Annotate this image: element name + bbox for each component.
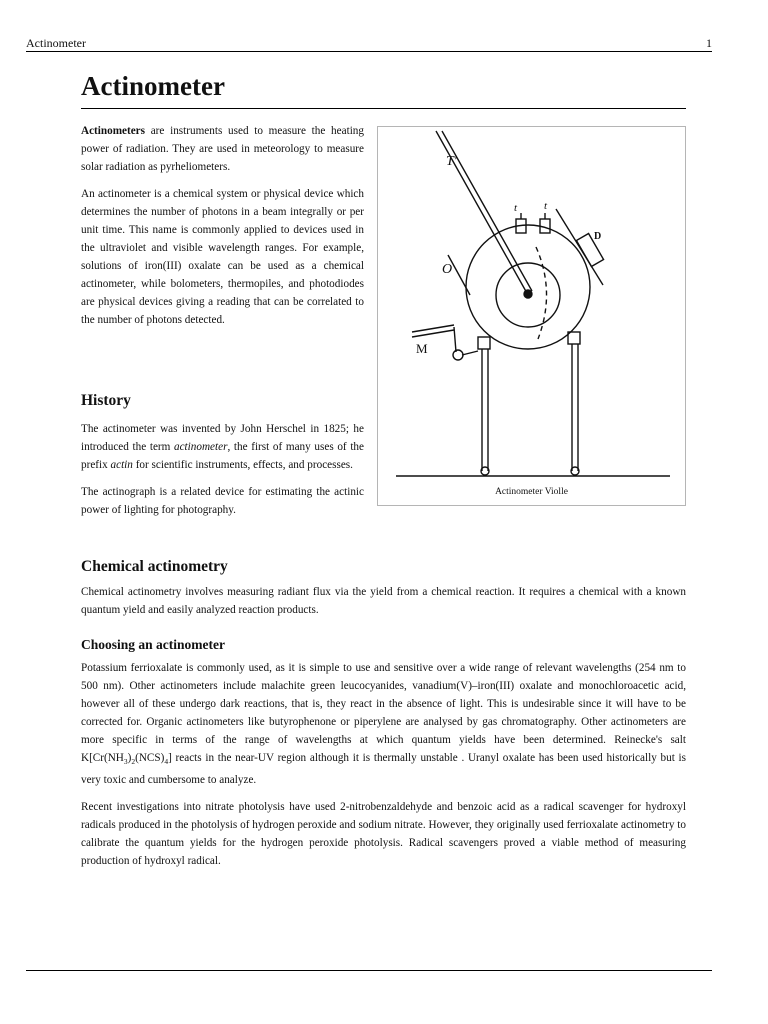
chemical-actinometry-section [81,583,686,628]
actinometer-figure [377,126,686,506]
label-t-2: t [544,200,548,212]
choosing-paragraph-1: Potassium ferrioxalate is commonly used, as it is simple to use and sensitive over a wide range of relevant wavelengths (254 nm to 500 nm). Other actinometers include malachite green leucocyanides, vanadium(V)–iron(III) oxalate and monochloroacetic acid, however all of these undergo dark reactions, that is, they react in the absence of light. This is undesirable since it will have to be corrected for. Organic actinometers like butyrophenone or piperylene are analysed by gas chromatography. Other actinometers are more specific in terms of the range of wavelengths at which quantum yields have been determined. Reinecke's salt $K[Cr(NH_3)_2(NCS)_4]$ reacts in the near-UV region although it is thermally unstable . Uranyl oxalate has been used historically but is very toxic and cumbersome to analyze. [81,662,686,787]
term-actin: actin [110,459,133,471]
chemical-actinometry-heading: Chemical actinometry [81,558,228,575]
intro-term: Actinometers [81,125,145,137]
chemical-paragraph-1: Chemical actinometry involves measuring radiant flux via the yield from a chemical reaction. It requires a chemical with a known quantum yield and easily analyzed reaction products. [81,586,686,616]
page-title: Actinometer [81,71,686,109]
actinometer-violle-drawing [378,127,687,507]
history-paragraph-2: The actinograph is a related device for estimating the actinic power of lighting for photography. [81,486,364,516]
running-header [26,36,712,52]
intro-section [81,122,364,338]
running-title: Actinometer [26,36,86,50]
footer-rule [26,970,712,971]
figure-caption: Actinometer Violle [495,487,568,497]
label-t-prime: T' [446,154,457,169]
term-actinometer: actinometer [174,441,228,453]
history-heading: History [81,392,131,409]
page-number: 1 [706,36,712,50]
choosing-paragraph-2: Recent investigations into nitrate photolysis have used 2-nitrobenzaldehyde and benzoic acid as a radical scavenger for hydroxyl radicals produced in the photolysis of hydrogen peroxide and sodium nitrate. However, they originally used ferrioxalate actinometry to calibrate the quantum yields for the hydrogen peroxide photolysis. Radical scavengers proved a viable method of measuring production of hydroxyl radical. [81,801,686,868]
intro-paragraph-2: An actinometer is a chemical system or physical device which determines the number of photons in a beam integrally or per unit time. This name is commonly applied to devices used in the ultraviolet and visible wavelength ranges. For example, solutions of iron(III) oxalate can be used as a chemical actinometer, while bolometers, thermopiles, and photodiodes are physical devices giving a reading that can be correlated to the number of photons detected. [81,188,364,326]
history-paragraph-1: The actinometer was invented by John Herschel in 1825; he introduced the term actinometer, the first of many uses of the prefix actin for scientific instruments, effects, and processes. [81,423,364,471]
choosing-heading: Choosing an actinometer [81,637,225,652]
history-section [81,420,364,528]
label-m: M [416,341,428,356]
label-d: D [594,231,602,242]
choosing-section [81,659,686,879]
intro-paragraph-1 [81,122,364,176]
label-t-1: t [514,202,518,214]
intro-text-1: are instruments used to measure the heating power of radiation. They are used in meteorology to measure solar radiation as pyrheliometers. [81,125,364,173]
label-o: O [442,262,453,277]
